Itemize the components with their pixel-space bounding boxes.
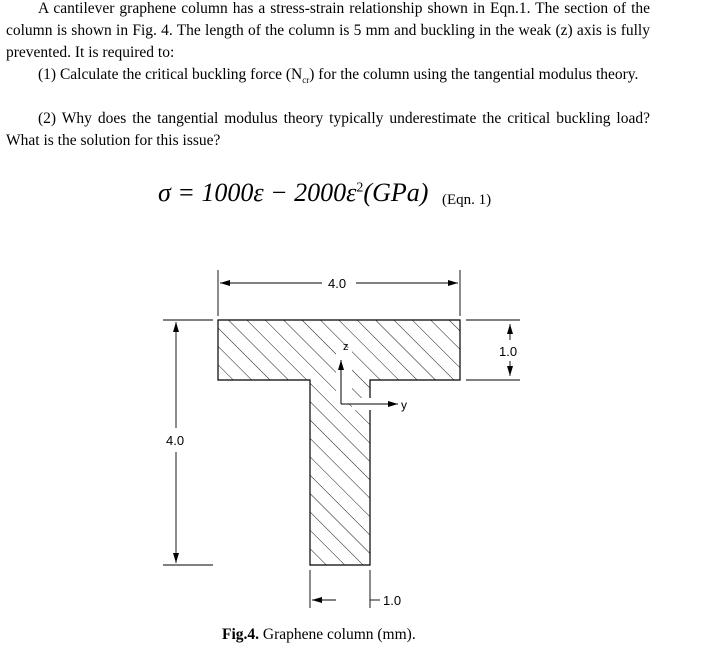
problem-intro: A cantilever graphene column has a stress-strain relationship shown in Eqn.1. The section of the column is shown in Fig. 4. The length of the column is 5 mm and buckling in the weak (z) axis is fully prevented. It is required to: (6, 0, 650, 61)
dim-flange-width: 4.0 (328, 276, 347, 291)
equation-tag: (Eqn. 1) (442, 192, 492, 208)
dim-web-thickness: 1.0 (383, 593, 402, 608)
question-1-pre: (1) Calculate the critical buckling force (N (38, 66, 303, 83)
z-axis-label: z (343, 341, 349, 353)
question-2: (2) Why does the tangential modulus theory typically underestimate the critical buckling load? What is the solution for this issue? (6, 110, 650, 149)
equation-unit: (GPa) (363, 178, 429, 207)
figure-caption-label: Fig.4. (222, 626, 260, 643)
question-1-post: ) for the column using the tangential modulus theory. (309, 66, 639, 83)
y-axis-label: y (401, 398, 407, 412)
figure-caption (222, 626, 416, 644)
dim-flange-thickness: 1.0 (499, 344, 518, 359)
equation-power: 2 (356, 180, 364, 196)
axis-background (336, 348, 352, 404)
figure-caption-text: Graphene column (mm). (259, 626, 416, 643)
dim-total-height: 4.0 (166, 433, 185, 448)
equation-lhs: σ = 1000ε − 2000ε (158, 178, 357, 207)
question-1-subscript: cr (302, 75, 310, 86)
